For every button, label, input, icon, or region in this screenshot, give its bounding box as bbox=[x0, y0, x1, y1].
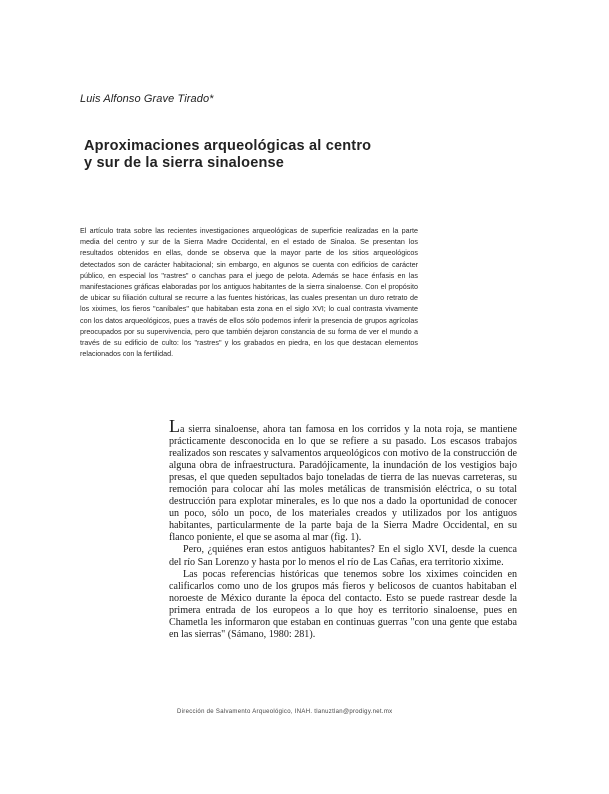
author-name: Luis Alfonso Grave Tirado* bbox=[80, 93, 214, 105]
drop-cap: L bbox=[169, 416, 180, 436]
body-paragraph-1 bbox=[169, 416, 517, 544]
body-paragraph-2: Pero, ¿quiénes eran estos antiguos habitantes? En el siglo XVI, desde la cuenca del río San Lorenzo y hasta por lo menos el río de Las Cañas, era territorio xixime. bbox=[169, 544, 517, 568]
title-line-2: y sur de la sierra sinaloense bbox=[84, 155, 285, 171]
body-paragraph-3: Las pocas referencias históricas que tenemos sobre los xiximes coinciden en calificarlos como uno de los grupos más fieros y belicosos de cuantos habitaban el noroeste de México durante la época del contacto. Esto se puede rastrear desde la primera entrada de los europeos a lo que hoy es territorio sinaloense, pues en Chametla les informaron que estaban en continuas guerras "con una gente que estaba en las sierras" (Sámano, 1980: 281). bbox=[169, 568, 517, 640]
body-text bbox=[169, 416, 517, 641]
body-paragraph-1-text: a sierra sinaloense, ahora tan famosa en los corridos y la nota roja, se mantiene prácticamente desconocida en lo que se refiere a su pasado. Los escasos trabajos realizados son rescates y salvamentos arqueológicos con motivo de la construcción de alguna obra de infraestructura. Paradójicamente, la inundación de los vestigios bajo presas, el que queden sepultados bajo toneladas de tierra de las nuevas carreteras, su remoción para colocar ahí las moles metálicas de transmisión eléctrica, o su total destrucción para explotar minerales, es lo que nos a dado la oportunidad de conocer un poco, sólo un poco, de los materiales creados y utilizados por los antiguos habitantes, particularmente de la parte baja de la Sierra Madre Occidental, en su flanco poniente, el que se asoma al mar (fig. 1). bbox=[169, 424, 517, 544]
title-line-1: Aproximaciones arqueológicas al centro bbox=[84, 138, 372, 154]
abstract: El artículo trata sobre las recientes investigaciones arqueológicas de superficie realizadas en la parte media del centro y sur de la Sierra Madre Occidental, en el estado de Sinaloa. Se presentan los resultados obtenidos en ellas, donde se observa que la mayor parte de los sitios arqueológicos detectados son de carácter habitacional; sin embargo, en algunos se cuenta con edificios de carácter público, en especial los "rastres" o canchas para el juego de pelota. Además se hace énfasis en las manifestaciones gráficas elaboradas por los antiguos habitantes de la sierra sinaloense. Con el propósito de ubicar su filiación cultural se recurre a las fuentes históricas, las cuales presentan un duro retrato de los xiximes, los fieros "caníbales" que habitaban esta zona en el siglo XVI; lo cual contrasta vivamente con los datos arqueológicos, pues a través de ellos sólo podemos inferir la presencia de grupos agrícolas preocupados por su supervivencia, pero que también dejaron constancia de su forma de ver el mundo a través de su edificio de culto: los "rastres" y los grabados en piedra, en los que destacan elementos relacionados con la fertilidad. bbox=[80, 226, 418, 359]
article-title bbox=[84, 138, 444, 172]
footnote: Dirección de Salvamento Arqueológico, INAH. tlanuztlan@prodigy.net.mx bbox=[177, 709, 393, 715]
